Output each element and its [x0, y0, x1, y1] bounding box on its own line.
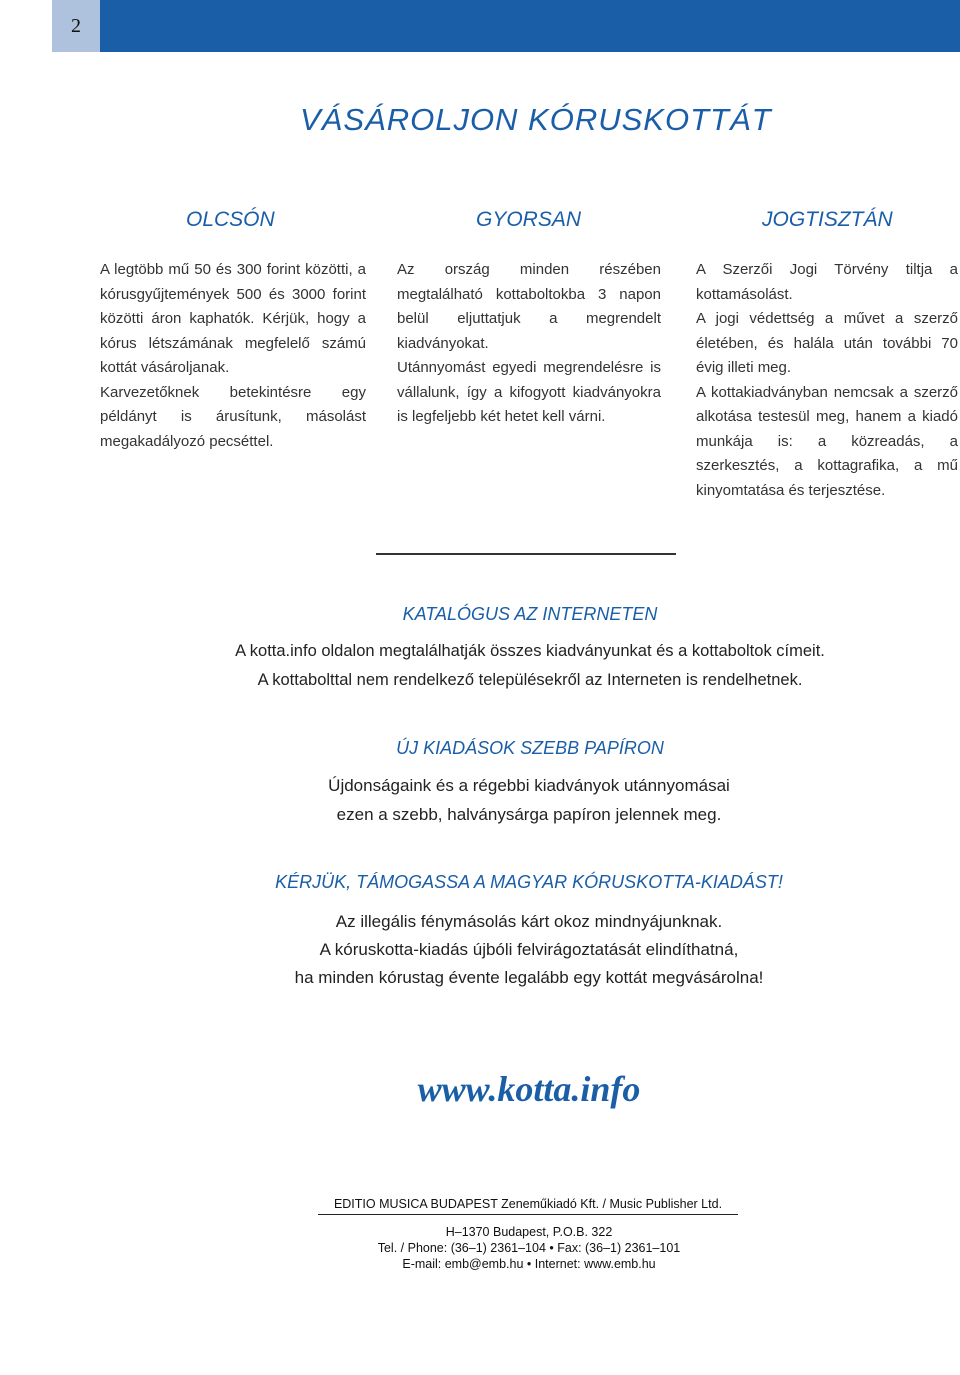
paragraph: A jogi védettség a művet a szerző életében, és halála után további 70 évig illeti meg. [696, 310, 958, 376]
section-line: A kóruskotta-kiadás újbóli felvirágoztatását elindíthatná, [319, 940, 739, 959]
section-line: ha minden kórustag évente legalább egy kottát megvásárolna! [294, 968, 764, 987]
paragraph: Az ország minden részében megtalálható kottaboltokba 3 napon belül eljuttatjuk a megrendelt kiadványokat. [397, 261, 661, 352]
column-text-gyorsan [397, 258, 661, 430]
section-line: Az illegális fénymásolás kárt okoz mindnyájunknak. [335, 912, 723, 931]
section-line: A kotta.info oldalon megtalálhatják összes kiadványunkat és a kottaboltok címeit. [235, 642, 825, 660]
column-text-jogtisztan [696, 258, 958, 503]
paragraph: A kottakiadványban nemcsak a szerző alkotása testesül meg, hanem a kiadó munkája is: a közreadás, a szerkesztés, a kottagrafika, a mű kinyomtatása és terjesztése. [696, 383, 958, 499]
paragraph: Karvezetőknek betekintésre egy példányt is árusítunk, másolást megakadályozó pecséttel. [100, 383, 366, 450]
section-heading-kerjuk: KÉRJÜK, TÁMOGASSA A MAGYAR KÓRUSKOTTA-KIADÁST! [275, 872, 783, 892]
header-bar [52, 0, 960, 52]
paragraph: A legtöbb mű 50 és 300 forint közötti, a kórusgyűjtemények 500 és 3000 forint közötti áron kaphatók. Kérjük, hogy a kórus létszámának megfelelő számú kottát vásároljanak. [100, 261, 366, 376]
section-line: Újdonságaink és a régebbi kiadványok utánnyomásai [328, 776, 730, 795]
paragraph: A Szerzői Jogi Törvény tiltja a kottamásolást. [696, 261, 958, 303]
email-line: E-mail: emb@emb.hu • Internet: www.emb.hu [402, 1257, 656, 1271]
column-text-olcson [100, 258, 366, 454]
paragraph: Utánnyomást egyedi megrendelésre is vállalunk, így a kifogyott kiadványokra is legfeljebb két hetet kell várni. [397, 359, 661, 425]
page-title: VÁSÁROLJON KÓRUSKOTTÁT [300, 102, 772, 137]
section-heading-katalogus: KATALÓGUS AZ INTERNETEN [402, 604, 658, 624]
page-number: 2 [52, 0, 100, 52]
website-link[interactable]: www.kotta.info [417, 1069, 641, 1109]
column-heading-jogtisztan: JOGTISZTÁN [762, 208, 893, 231]
column-heading-olcson: OLCSÓN [186, 208, 275, 231]
section-line: A kottabolttal nem rendelkező településekről az Interneten is rendelhetnek. [257, 671, 803, 689]
publisher-name: EDITIO MUSICA BUDAPEST Zeneműkiadó Kft. / Music Publisher Ltd. [318, 1197, 738, 1215]
section-heading-uj-kiadasok: ÚJ KIADÁSOK SZEBB PAPÍRON [396, 738, 664, 758]
divider [376, 553, 676, 555]
column-heading-gyorsan: GYORSAN [476, 208, 582, 231]
contact-line: Tel. / Phone: (36–1) 2361–104 • Fax: (36–1) 2361–101 [377, 1241, 681, 1255]
section-line: ezen a szebb, halványsárga papíron jelennek meg. [336, 805, 722, 824]
address-line: H–1370 Budapest, P.O.B. 322 [445, 1225, 613, 1239]
